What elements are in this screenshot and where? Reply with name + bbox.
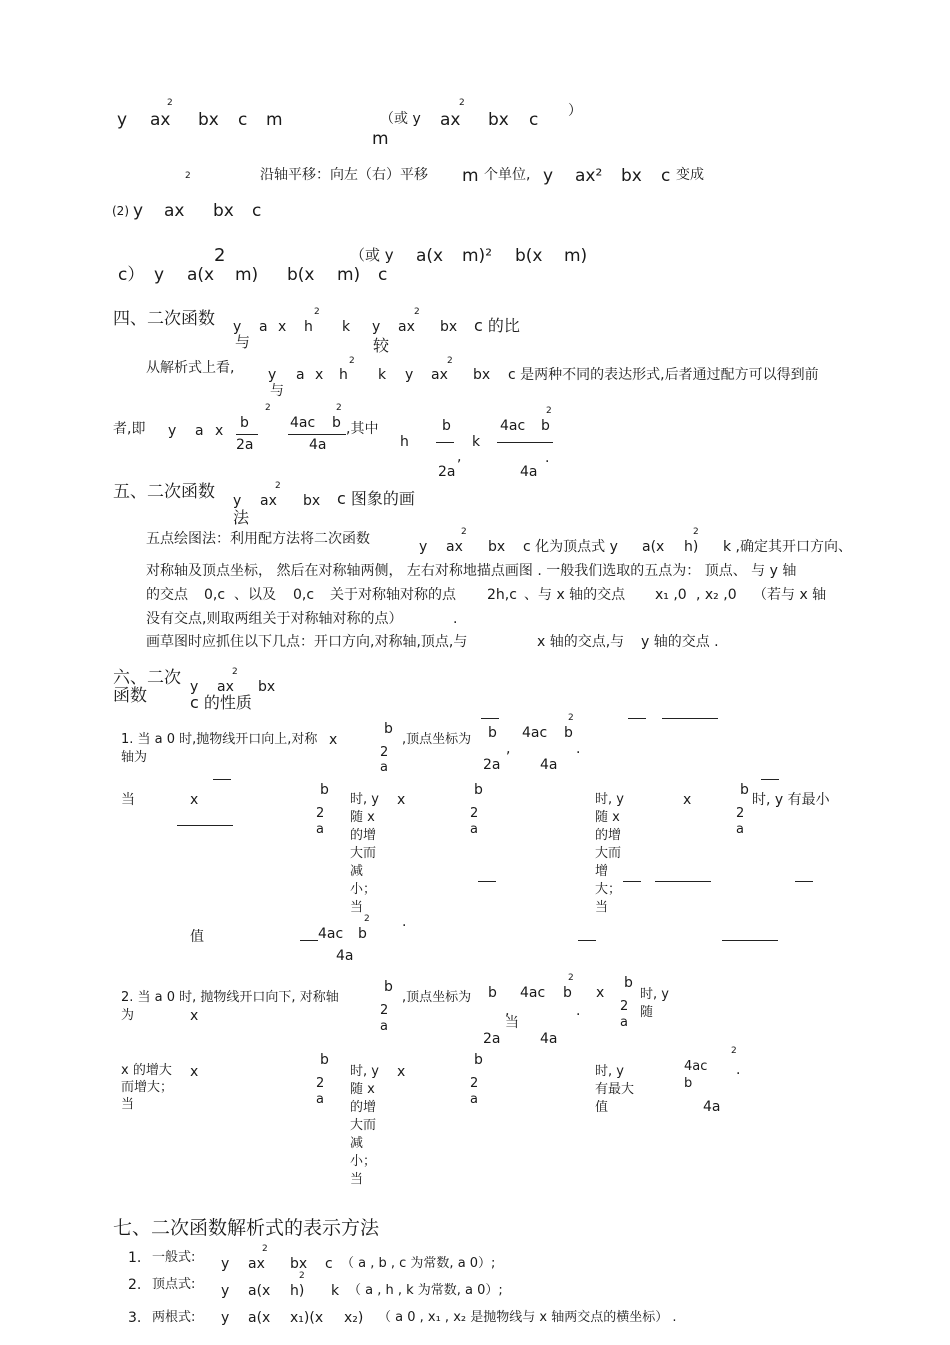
para-text: 的交点 bbox=[146, 587, 188, 603]
term-bx: bx bbox=[440, 319, 458, 335]
fraction-den: 4a bbox=[520, 464, 538, 480]
fraction-num: b bbox=[488, 725, 497, 741]
property-text: 时, y 随 bbox=[640, 987, 669, 1020]
property-text: 时, y 随 x 的增大而减小；当 bbox=[350, 792, 379, 915]
term-c: c bbox=[661, 166, 671, 186]
var-y: y bbox=[405, 367, 414, 383]
term-c: c bbox=[252, 201, 262, 221]
term-axh: a(x bbox=[642, 539, 665, 555]
number-two: 2 bbox=[214, 245, 226, 266]
fraction-num: b bbox=[474, 782, 483, 798]
point-text: x₁ ,0 bbox=[655, 587, 687, 603]
para-text: 、以及 bbox=[234, 587, 276, 603]
para-text: 五点绘图法：利用配方法将二次函数 bbox=[146, 531, 370, 547]
para-text: 从解析式上看, bbox=[146, 360, 235, 376]
fraction-bar bbox=[236, 434, 258, 435]
paren-close: ） bbox=[568, 103, 582, 119]
comma: , bbox=[457, 449, 462, 465]
var-k: k bbox=[378, 367, 387, 383]
var-h: h bbox=[304, 319, 313, 335]
period: . bbox=[545, 450, 550, 466]
shift-text: 沿轴平移：向左（右）平移 bbox=[260, 167, 428, 183]
item-number: 1. bbox=[128, 1250, 142, 1266]
var-k: k bbox=[331, 1283, 340, 1299]
para-text: y 轴的交点 . bbox=[641, 634, 719, 650]
term-bx: bx bbox=[473, 367, 491, 383]
fraction-den: 2 a bbox=[470, 806, 479, 837]
superscript: 2 bbox=[265, 403, 271, 413]
section-title: 六、二次 bbox=[113, 668, 181, 688]
var-x: x bbox=[315, 367, 324, 383]
term-ax: ax bbox=[217, 679, 234, 695]
var-y: y bbox=[233, 493, 242, 509]
para-text: x 轴的交点,与 bbox=[537, 634, 625, 650]
var-y: y bbox=[221, 1283, 230, 1299]
superscript: 2 bbox=[364, 914, 370, 924]
para-text: c 化为顶点式 y bbox=[523, 539, 618, 555]
form-label: 顶点式: bbox=[152, 1277, 196, 1292]
fraction-num: b bbox=[384, 721, 393, 737]
term-bx: bx bbox=[198, 110, 219, 130]
var-x: x bbox=[683, 792, 692, 808]
fraction-num: 4ac bbox=[318, 926, 344, 942]
fraction-num: b bbox=[442, 418, 451, 434]
rule bbox=[578, 940, 596, 941]
para-text: 、与 x 轴的交点 bbox=[524, 587, 626, 603]
superscript: 2 bbox=[185, 171, 191, 181]
fraction-num: b bbox=[358, 926, 367, 942]
property-text: 时, y 随 x 的增大而减小；当 bbox=[350, 1064, 379, 1187]
property-text: 2. 当 a 0 时, 抛物线开口向下, 对称轴为 bbox=[121, 990, 339, 1023]
term-h: h) bbox=[290, 1283, 305, 1299]
fraction-num: b bbox=[488, 985, 497, 1001]
fraction-num: 4ac bbox=[520, 985, 546, 1001]
term-bx: bx bbox=[213, 201, 234, 221]
var-x: x bbox=[397, 792, 406, 808]
heading-tail: c 图象的画 bbox=[337, 489, 415, 508]
fraction-den: 2 a bbox=[470, 1076, 479, 1107]
var-x: x bbox=[190, 1008, 199, 1024]
form-note: （ a 0 , x₁ , x₂ 是抛物线与 x 轴两交点的横坐标） . bbox=[378, 1310, 677, 1325]
section-title: 四、二次函数 bbox=[113, 309, 215, 329]
superscript: 2 bbox=[262, 1244, 268, 1254]
fraction-num: 4ac b bbox=[684, 1059, 708, 1091]
term-h: h) bbox=[684, 539, 699, 555]
property-text: 时, y 有最大值 bbox=[595, 1064, 635, 1115]
rule bbox=[761, 779, 779, 780]
term-m: m bbox=[372, 129, 389, 149]
fraction-num: b bbox=[564, 725, 573, 741]
point-text: 0,c bbox=[293, 587, 315, 603]
var-y: y bbox=[268, 367, 277, 383]
term-ax: ax bbox=[431, 367, 448, 383]
term-c: c bbox=[529, 110, 539, 130]
becomes-text: 变成 bbox=[676, 167, 704, 183]
superscript: 2 bbox=[314, 307, 320, 317]
term-ax2: ax² bbox=[575, 166, 603, 186]
var-x: x bbox=[397, 1064, 406, 1080]
fraction-den: 2 a bbox=[380, 745, 389, 775]
fraction-num: b bbox=[474, 1052, 483, 1068]
word-yu: 与 bbox=[270, 383, 284, 399]
section-title: 五、二次函数 bbox=[113, 482, 215, 502]
fraction-num: b bbox=[624, 975, 633, 991]
fraction-den: 2 a bbox=[736, 806, 745, 837]
fraction-den: 4a bbox=[703, 1099, 721, 1115]
section-title: 七、二次函数解析式的表示方法 bbox=[113, 1217, 380, 1239]
term-bxm: b(x bbox=[515, 246, 543, 266]
rule bbox=[623, 881, 641, 882]
form-note: （ a , h , k 为常数, a 0）; bbox=[348, 1283, 503, 1298]
form-label: 一般式: bbox=[152, 1250, 196, 1265]
superscript: 2 bbox=[546, 406, 552, 416]
word-zhi: 值 bbox=[190, 929, 204, 945]
term-m: m) bbox=[564, 246, 588, 266]
var-a: a bbox=[259, 319, 268, 335]
rule bbox=[213, 779, 231, 780]
period: . bbox=[576, 1003, 581, 1019]
term-m: m bbox=[266, 110, 283, 130]
superscript: 2 bbox=[167, 98, 173, 108]
var-y: y bbox=[419, 539, 428, 555]
fraction-den: 2a bbox=[483, 757, 501, 773]
term-m: m)² bbox=[462, 246, 493, 266]
var-y: y bbox=[168, 423, 177, 439]
var-y: y bbox=[221, 1256, 230, 1272]
superscript: 2 bbox=[693, 527, 699, 537]
fraction-den: 4a bbox=[336, 948, 354, 964]
var-k: k bbox=[472, 434, 481, 450]
fraction-num: b bbox=[320, 782, 329, 798]
fraction-den: 4a bbox=[540, 757, 558, 773]
term-bx: bx bbox=[290, 1256, 308, 1272]
fraction-num: 4ac bbox=[522, 725, 548, 741]
term-bx: bx bbox=[621, 166, 642, 186]
para-text: 者,即 bbox=[113, 421, 146, 437]
period: . bbox=[736, 1062, 741, 1078]
form-label: 两根式: bbox=[152, 1310, 196, 1325]
var-x: x bbox=[329, 732, 338, 748]
form-note: （ a , b , c 为常数, a 0）; bbox=[341, 1256, 496, 1271]
fraction-den: 2a bbox=[483, 1031, 501, 1047]
var-y: y bbox=[543, 166, 554, 186]
fraction-num: b bbox=[384, 979, 393, 995]
para-text: ,其中 bbox=[346, 421, 379, 437]
point-text: 0,c bbox=[204, 587, 226, 603]
term-ax: ax bbox=[446, 539, 463, 555]
point-text: 2h,c bbox=[487, 587, 517, 603]
term-ax: ax bbox=[260, 493, 277, 509]
superscript: 2 bbox=[414, 307, 420, 317]
term-bx: bx bbox=[488, 539, 506, 555]
term-bx: bx bbox=[488, 110, 509, 130]
var-y: y bbox=[117, 110, 128, 130]
heading-tail-2: 较 bbox=[373, 336, 390, 355]
superscript: 2 bbox=[459, 98, 465, 108]
term-m: m) bbox=[235, 265, 259, 285]
fraction-num: b bbox=[240, 415, 249, 431]
alt-open: （或 y bbox=[380, 111, 421, 127]
period: . bbox=[402, 914, 407, 930]
fraction-num: b bbox=[740, 782, 749, 798]
section-title-2: 函数 bbox=[113, 686, 147, 706]
fraction-num: 4ac bbox=[500, 418, 526, 434]
fraction-den: 2 a bbox=[620, 999, 629, 1030]
para-text-tail: c 是两种不同的表达形式,后者通过配方可以得到前 bbox=[508, 367, 819, 383]
fraction-num: 4ac bbox=[290, 415, 316, 431]
term-c: c bbox=[378, 265, 388, 285]
var-h: h bbox=[400, 434, 409, 450]
var-k: k bbox=[342, 319, 351, 335]
var-y: y bbox=[190, 679, 199, 695]
property-text: ,顶点坐标为 bbox=[402, 732, 472, 747]
term-bx: bx bbox=[303, 493, 321, 509]
property-text: 时, y 有最小 bbox=[752, 792, 830, 808]
var-x: x bbox=[278, 319, 287, 335]
superscript: 2 bbox=[336, 403, 342, 413]
fraction-bar bbox=[436, 442, 454, 443]
fraction-num: b bbox=[563, 985, 572, 1001]
property-text: x 的增大而增大；当 bbox=[121, 1063, 174, 1112]
fraction-num: b bbox=[332, 415, 341, 431]
word-dang: 当 bbox=[505, 1015, 519, 1031]
rule bbox=[177, 825, 233, 826]
point-text: , x₂ ,0 bbox=[696, 587, 737, 603]
superscript: 2 bbox=[349, 356, 355, 366]
term-axh: a(x bbox=[248, 1283, 271, 1299]
var-x: x bbox=[190, 1064, 199, 1080]
unit-text: 个单位, bbox=[484, 167, 531, 183]
alt-open: （或 y bbox=[350, 246, 394, 264]
fraction-den: 2 a bbox=[380, 1003, 389, 1034]
var-x: x bbox=[596, 985, 605, 1001]
term-c: c bbox=[238, 110, 248, 130]
fraction-num: b bbox=[541, 418, 550, 434]
term-ax: a(x bbox=[248, 1310, 271, 1326]
superscript: 2 bbox=[568, 973, 574, 983]
period: . bbox=[453, 611, 458, 627]
var-a: a bbox=[195, 423, 204, 439]
term-m: m) bbox=[337, 265, 361, 285]
rule bbox=[662, 718, 718, 719]
rule bbox=[795, 881, 813, 882]
term-c: c bbox=[325, 1256, 333, 1272]
var-x: x bbox=[215, 423, 224, 439]
fraction-den: 2 a bbox=[316, 1076, 325, 1107]
fraction-den: 2a bbox=[236, 437, 254, 453]
property-text: 时, y 随 x 的增大而增大；当 bbox=[595, 792, 624, 915]
term-ax: ax bbox=[164, 201, 185, 221]
heading-tail-2: 法 bbox=[233, 508, 250, 527]
superscript: 2 bbox=[447, 356, 453, 366]
para-text: 对称轴及顶点坐标， 然后在对称轴两侧， 左右对称地描点画图 . 一般我们选取的五点为： 顶点、 与 y 轴 bbox=[146, 563, 797, 579]
term-m: m bbox=[462, 166, 479, 186]
item-number: 3. bbox=[128, 1310, 142, 1326]
rule bbox=[481, 718, 499, 719]
item-number: (2) bbox=[112, 204, 129, 218]
fraction-den: 2 a bbox=[316, 806, 325, 837]
property-text: 1. 当 a 0 时,抛物线开口向上,对称轴为 bbox=[121, 732, 318, 765]
rule bbox=[628, 718, 646, 719]
heading-tail: c 的比 bbox=[474, 316, 520, 335]
term-ax: ax bbox=[150, 110, 171, 130]
para-text-tail: k ,确定其开口方向、 bbox=[723, 539, 853, 555]
fraction-bar bbox=[288, 434, 346, 435]
var-y: y bbox=[154, 265, 165, 285]
comma: , bbox=[505, 1003, 510, 1019]
rule bbox=[655, 881, 711, 882]
term-bxm: b(x bbox=[287, 265, 315, 285]
var-y: y bbox=[233, 319, 242, 335]
comma: , bbox=[506, 741, 511, 757]
item-number: 2. bbox=[128, 1277, 142, 1293]
fraction-den: 4a bbox=[309, 437, 327, 453]
term-axm: a(x bbox=[416, 246, 444, 266]
term-ax: ax bbox=[248, 1256, 265, 1272]
word-yu: 与 bbox=[235, 333, 251, 351]
superscript: 2 bbox=[731, 1046, 737, 1056]
var-y: y bbox=[372, 319, 381, 335]
var-y: y bbox=[221, 1310, 230, 1326]
term-axm: a(x bbox=[187, 265, 215, 285]
var-a: a bbox=[296, 367, 305, 383]
term-x2: x₂) bbox=[344, 1310, 364, 1326]
para-text: 关于对称轴对称的点 bbox=[330, 587, 456, 603]
rule bbox=[478, 881, 496, 882]
var-y: y bbox=[133, 201, 144, 221]
superscript: 2 bbox=[568, 713, 574, 723]
para-text: 没有交点,则取两组关于对称轴对称的点） bbox=[146, 611, 403, 627]
term-ax: ax bbox=[398, 319, 415, 335]
term-x1: x₁)(x bbox=[290, 1310, 324, 1326]
rule bbox=[300, 940, 318, 941]
term-ax: ax bbox=[440, 110, 461, 130]
superscript: 2 bbox=[275, 481, 281, 491]
var-x: x bbox=[190, 792, 199, 808]
fraction-den: 4a bbox=[540, 1031, 558, 1047]
heading-tail: c 的性质 bbox=[190, 693, 252, 712]
var-h: h bbox=[339, 367, 348, 383]
property-text: ,顶点坐标为 bbox=[402, 990, 472, 1005]
rule bbox=[722, 940, 778, 941]
period: . bbox=[576, 741, 581, 757]
fraction-num: b bbox=[320, 1052, 329, 1068]
term-bx: bx bbox=[258, 679, 276, 695]
fraction-den: 2a bbox=[438, 464, 456, 480]
word-dang: 当 bbox=[121, 792, 135, 808]
para-text: （若与 x 轴 bbox=[753, 587, 827, 603]
superscript: 2 bbox=[461, 527, 467, 537]
fraction-bar bbox=[497, 442, 553, 443]
superscript: 2 bbox=[232, 667, 238, 677]
para-text: 画草图时应抓住以下几点：开口方向,对称轴,顶点,与 bbox=[146, 634, 468, 650]
superscript: 2 bbox=[299, 1271, 305, 1281]
term-c: c） bbox=[118, 265, 145, 285]
